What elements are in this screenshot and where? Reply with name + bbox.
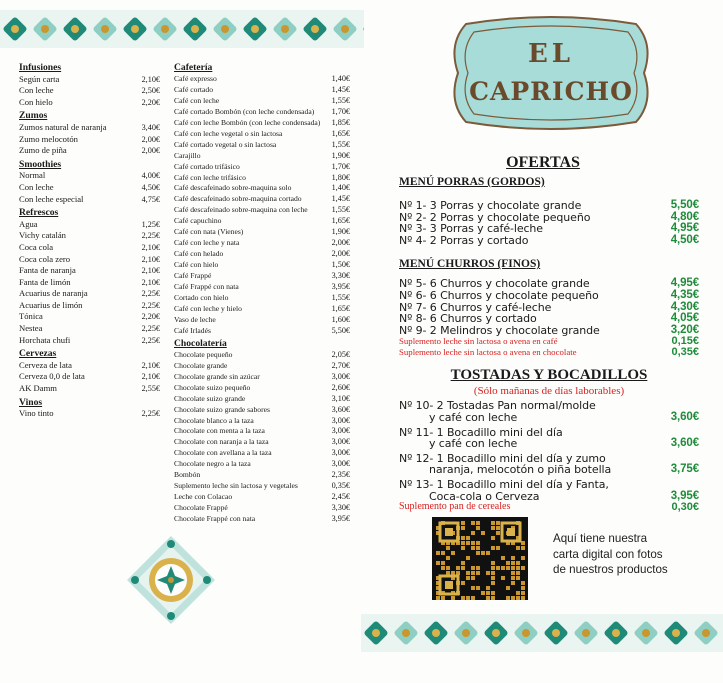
menu-item: AK Damm 2,55€ xyxy=(19,383,160,394)
tile xyxy=(541,614,571,652)
menu-item: Con leche especial 4,75€ xyxy=(19,193,160,204)
tile xyxy=(571,614,601,652)
menu-item: Chocolate con naranja a la taza 3,00€ xyxy=(174,437,350,447)
menu-item: Vaso de leche 1,60€ xyxy=(174,314,350,324)
menu-item: Chocolate Frappé con nata 3,95€ xyxy=(174,514,350,524)
menu-item: Café Frappé 3,30€ xyxy=(174,271,350,281)
menu-item: Café con leche 1,55€ xyxy=(174,95,350,105)
section-title: Cafetería xyxy=(174,62,213,73)
menu-item: Vino tinto 2,25€ xyxy=(19,408,160,419)
menu-item: Café descafeinado sobre-maquina solo 1,40€ xyxy=(174,183,350,193)
menu-item: Café descafeinado sobre-maquina cortado 1,45€ xyxy=(174,194,350,204)
tile xyxy=(631,614,661,652)
tostada-item: Nº 13- 1 Bocadillo mini del día y Fanta, Coca-cola o Cerveza 3,95€ xyxy=(399,477,699,503)
tile xyxy=(180,10,210,48)
menu-item: Chocolate grande 2,70€ xyxy=(174,360,350,370)
menu-item: Nestea 2,25€ xyxy=(19,323,160,334)
menu-item: Cerveza de lata 2,10€ xyxy=(19,359,160,370)
tostada-item: Nº 12- 1 Bocadillo mini del día y zumo naranja, melocotón o piña botella 3,75€ xyxy=(399,451,699,477)
qr-code[interactable] xyxy=(432,517,528,600)
offer-item: Nº 6- 6 Churros y chocolate pequeño 4,35€ xyxy=(399,288,699,302)
section-title: Smoothies xyxy=(19,158,62,170)
menu-item: Carajillo 1,90€ xyxy=(174,150,350,160)
suplemento-chocolate: Suplemento leche sin lactosa o avena en chocolate 0,35€ xyxy=(399,345,699,358)
menu-item: Café con leche y nata 2,00€ xyxy=(174,238,350,248)
menu-item: Tónica 2,20€ xyxy=(19,311,160,322)
tile xyxy=(300,10,330,48)
tile-medallion xyxy=(125,534,217,626)
offer-item: Nº 2- 2 Porras y chocolate pequeño 4,80€ xyxy=(399,210,699,224)
menu-item: Chocolate suizo pequeño 2,60€ xyxy=(174,382,350,392)
logo-line2: CAPRICHO xyxy=(469,77,633,106)
menu-item: Con leche 4,50€ xyxy=(19,181,160,192)
section-title: Chocolatería xyxy=(174,337,227,349)
menu-item: Normal 4,00€ xyxy=(19,170,160,181)
menu-item: Según carta 2,10€ xyxy=(19,73,160,84)
menu-item: Fanta de limón 2,10€ xyxy=(19,276,160,287)
section-title: Infusiones xyxy=(19,62,62,73)
menu-item: Café cortado 1,45€ xyxy=(174,84,350,94)
el-capricho-logo xyxy=(448,14,654,132)
logo-line1: EL xyxy=(527,39,575,69)
tile xyxy=(90,10,120,48)
menu-item: Acuarius de limón 2,25€ xyxy=(19,299,160,310)
menu-item: Café descafeinado sobre-maquina con leche 1,55€ xyxy=(174,205,350,215)
menu-item: Chocolate suizo grande 3,10€ xyxy=(174,393,350,403)
menu-item: Chocolate suizo grande sabores 3,60€ xyxy=(174,404,350,414)
menu-item: Café expresso 1,40€ xyxy=(174,73,350,83)
porras-list xyxy=(399,200,699,246)
ofertas-title: OFERTAS xyxy=(506,154,580,171)
bottom-tile-border xyxy=(361,614,723,674)
tile xyxy=(330,10,360,48)
tostada-item: Nº 11- 1 Bocadillo mini del día y café con leche 3,60€ xyxy=(399,425,699,451)
menu-item: Café capuchino 1,65€ xyxy=(174,216,350,226)
tile xyxy=(661,614,691,652)
churros-title: MENÚ CHURROS (FINOS) xyxy=(399,258,541,271)
offer-item: Nº 5- 6 Churros y chocolate grande 4,95€ xyxy=(399,277,699,291)
menu-item: Café con leche Bombón (con leche condensada) 1,85€ xyxy=(174,117,350,127)
menu-item: Fanta de naranja 2,10€ xyxy=(19,265,160,276)
tostadas-subtitle: (Sólo mañanas de días laborables) xyxy=(473,385,625,398)
tile xyxy=(30,10,60,48)
menu-item: Leche con Colacao 2,45€ xyxy=(174,492,350,502)
section-title: Vinos xyxy=(19,396,43,408)
menu-item: Con hielo 2,20€ xyxy=(19,96,160,107)
menu-item: Chocolate con menta a la taza 3,00€ xyxy=(174,426,350,436)
menu-item: Coca cola zero 2,10€ xyxy=(19,253,160,264)
menu-item: Café Frappé con nata 3,95€ xyxy=(174,282,350,292)
menu-item: Suplemento leche sin lactosa y vegetales 0,35€ xyxy=(174,481,350,491)
menu-item: Chocolate blanco a la taza 3,00€ xyxy=(174,415,350,425)
menu-item: Zumos natural de naranja 3,40€ xyxy=(19,121,160,132)
ofertas-panel xyxy=(399,154,699,513)
offer-item: Nº 4- 2 Porras y cortado 4,50€ xyxy=(399,233,699,247)
offer-item: Nº 1- 3 Porras y chocolate grande 5,50€ xyxy=(399,199,699,212)
menu-item: Zumo de piña 2,00€ xyxy=(19,145,160,156)
tile xyxy=(60,10,90,48)
tile xyxy=(0,10,30,48)
menu-item: Chocolate negro a la taza 3,00€ xyxy=(174,459,350,469)
offer-item: Nº 8- 6 Churros y cortado 4,05€ xyxy=(399,312,699,326)
suplemento-pan: Suplemento pan de cereales 0,30€ xyxy=(399,501,699,514)
tile xyxy=(150,10,180,48)
menu-item: Café con hielo 1,50€ xyxy=(174,260,350,270)
suplemento-cafe: Suplemento leche sin lactosa o avena en café 0,15€ xyxy=(399,335,699,348)
menu-item: Chocolate pequeño 2,05€ xyxy=(174,349,350,359)
section-title: Zumos xyxy=(19,110,48,122)
offer-item: Nº 3- 3 Porras y café-leche 4,95€ xyxy=(399,222,699,236)
tile xyxy=(361,614,391,652)
menu-item: Coca cola 2,10€ xyxy=(19,241,160,252)
menu-item: Horchata chufi 2,25€ xyxy=(19,334,160,345)
tile xyxy=(451,614,481,652)
menu-item: Café con leche y hielo 1,65€ xyxy=(174,303,350,313)
tile xyxy=(360,10,364,48)
porras-title: MENÚ PORRAS (GORDOS) xyxy=(399,176,545,188)
tile xyxy=(511,614,541,652)
menu-item: Con leche 2,50€ xyxy=(19,85,160,96)
menu-item: Zumo melocotón 2,00€ xyxy=(19,133,160,144)
menu-item: Café con leche vegetal o sin lactosa 1,65€ xyxy=(174,128,350,138)
tile xyxy=(601,614,631,652)
menu-item: Cerveza 0,0 de lata 2,10€ xyxy=(19,371,160,382)
tostadas-list xyxy=(399,400,699,502)
menu-item: Bombón 2,35€ xyxy=(174,470,350,480)
section-title: Refrescos xyxy=(19,207,59,219)
tostada-item: Nº 10- 2 Tostadas Pan normal/molde y café con leche 3,60€ xyxy=(399,399,699,424)
offer-item: Nº 9- 2 Melindros y chocolate grande 3,20€ xyxy=(399,323,699,337)
tile xyxy=(421,614,451,652)
menu-item: Acuarius de naranja 2,25€ xyxy=(19,288,160,299)
tile xyxy=(270,10,300,48)
tile xyxy=(691,614,721,652)
menu-item: Café con helado 2,00€ xyxy=(174,249,350,259)
top-tile-border xyxy=(0,10,364,48)
tile xyxy=(481,614,511,652)
section-title: Cervezas xyxy=(19,348,57,360)
offer-item: Nº 7- 6 Churros y café-leche 4,30€ xyxy=(399,300,699,314)
tile xyxy=(240,10,270,48)
middle-menu-column xyxy=(174,61,350,525)
menu-item: Café cortado vegetal o sin lactosa 1,55€ xyxy=(174,139,350,149)
tile xyxy=(120,10,150,48)
menu-item: Chocolate grande sin azúcar 3,00€ xyxy=(174,371,350,381)
menu-item: Café Irladés 5,50€ xyxy=(174,325,350,335)
left-menu-column xyxy=(19,60,160,420)
qr-caption: Aquí tiene nuestra carta digital con fotos de nuestros productos xyxy=(553,532,668,576)
menu-item: Cortado con hielo 1,55€ xyxy=(174,293,350,303)
menu-item: Agua 1,25€ xyxy=(19,218,160,229)
tostadas-title: TOSTADAS Y BOCADILLOS xyxy=(450,367,648,384)
menu-item: Café con leche trifásico 1,80€ xyxy=(174,172,350,182)
menu-item: Chocolate con avellana a la taza 3,00€ xyxy=(174,448,350,458)
menu-item: Café con nata (Vienes) 1,90€ xyxy=(174,227,350,237)
tile xyxy=(210,10,240,48)
menu-item: Café cortado Bombón (con leche condensada) 1,70€ xyxy=(174,106,350,116)
tile xyxy=(391,614,421,652)
churros-list xyxy=(399,278,699,336)
menu-item: Chocolate Frappé 3,30€ xyxy=(174,503,350,513)
menu-item: Vichy catalán 2,25€ xyxy=(19,230,160,241)
menu-item: Café cortado trifásico 1,70€ xyxy=(174,161,350,171)
